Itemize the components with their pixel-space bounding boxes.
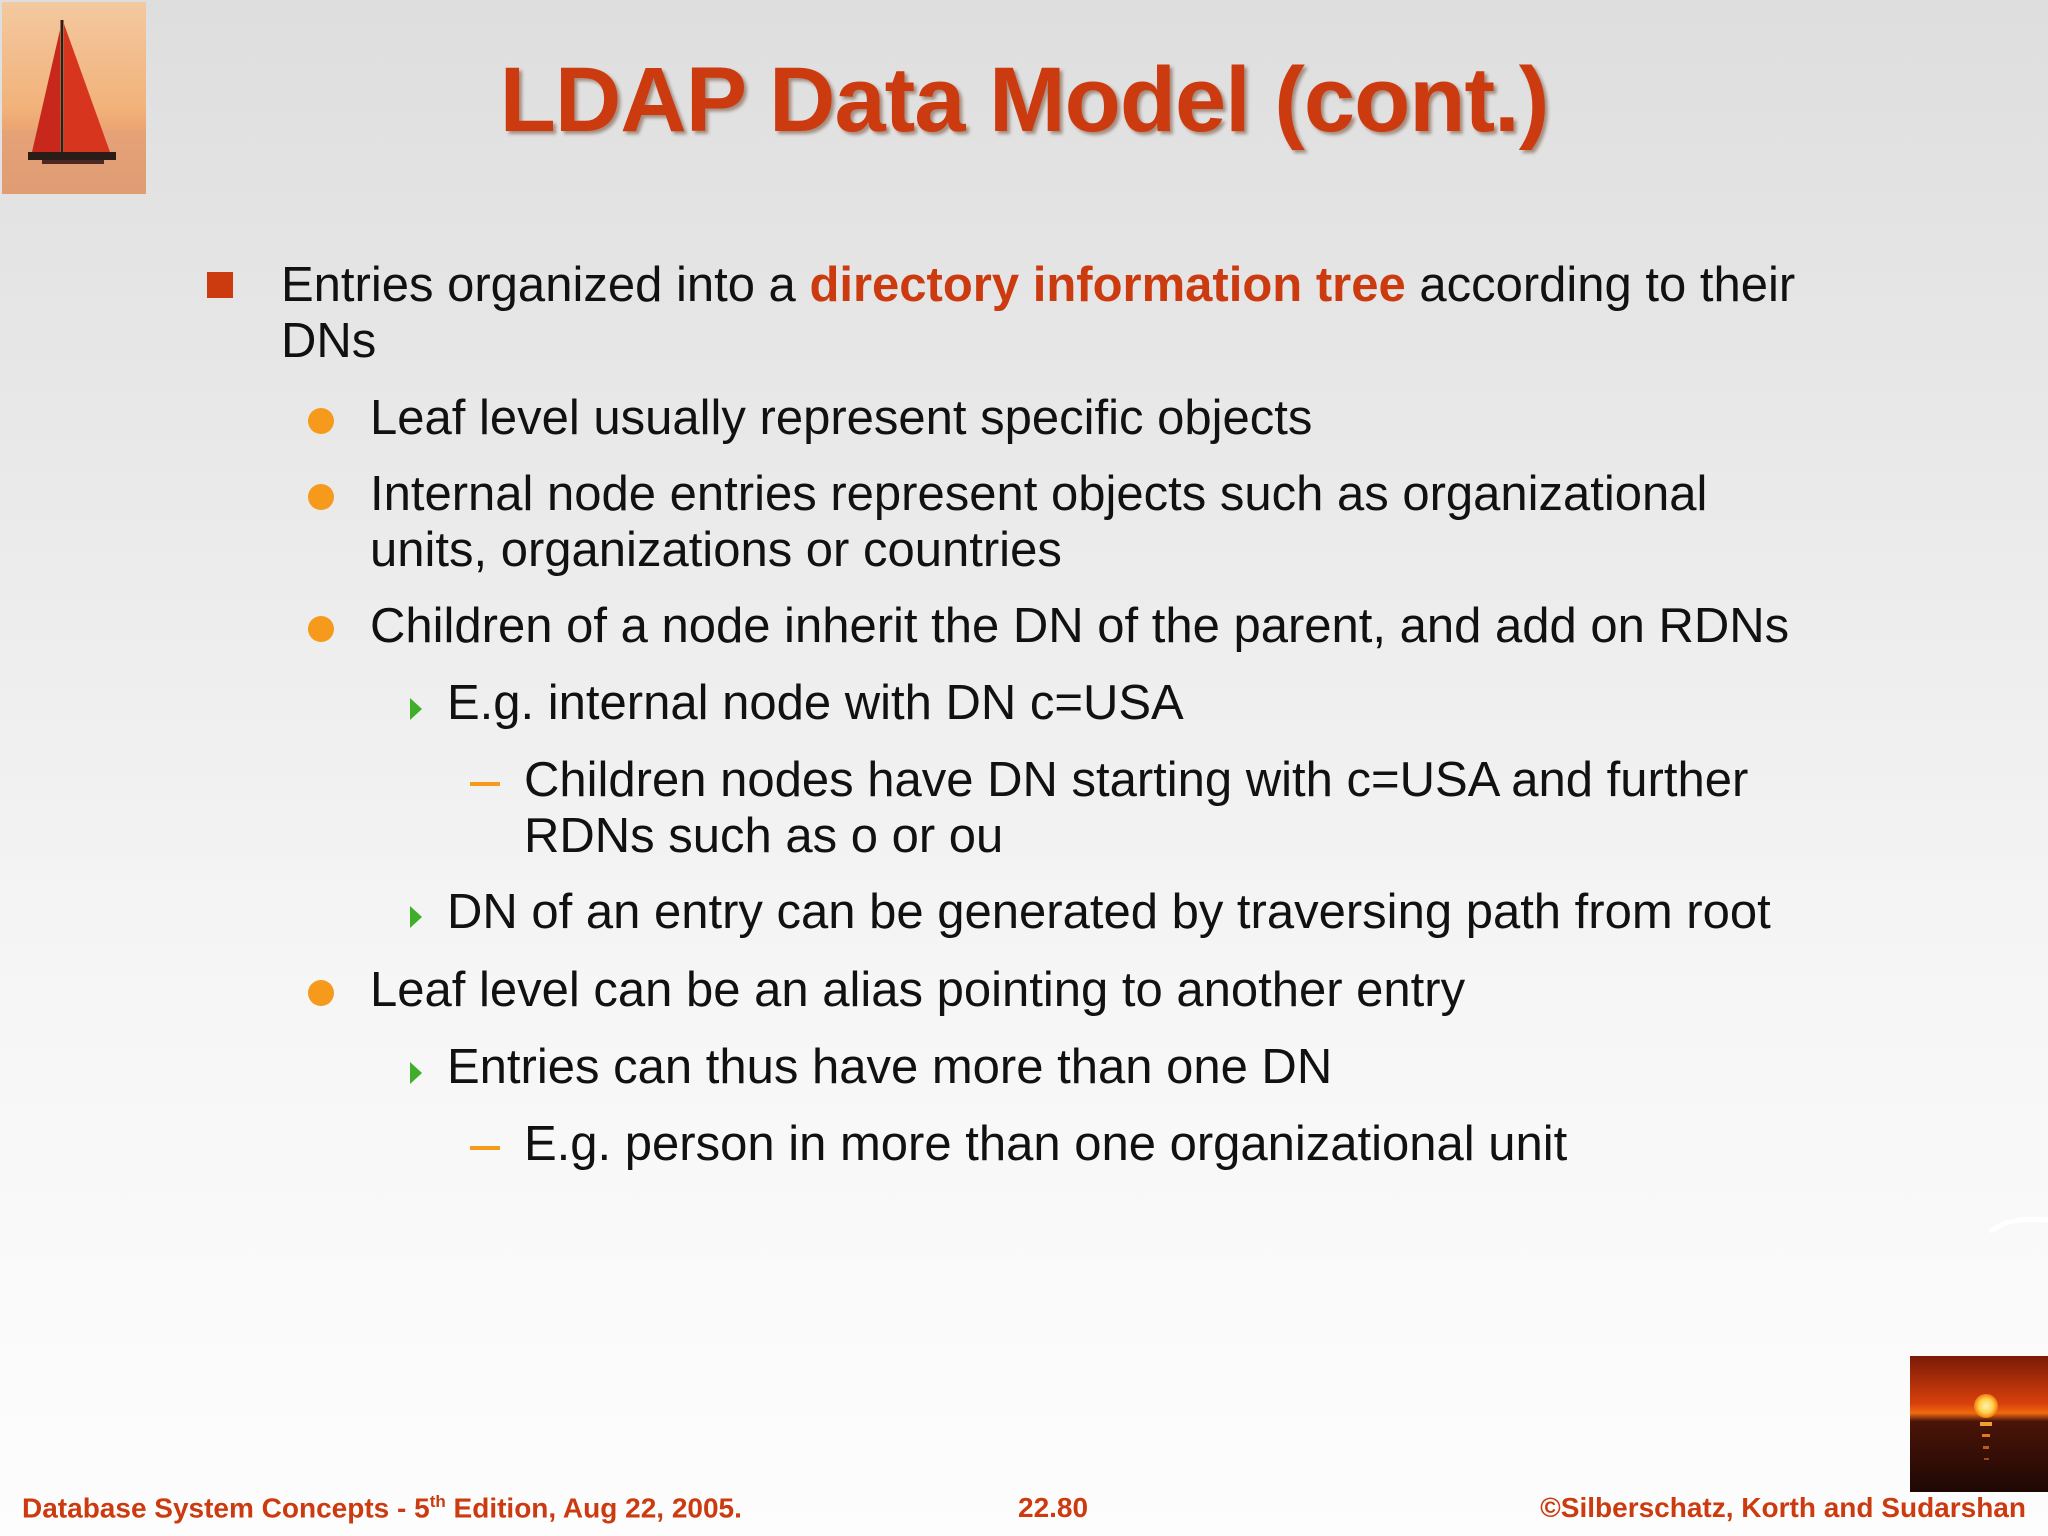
slide-title: LDAP Data Model (cont.) xyxy=(499,49,1549,151)
footer-left xyxy=(22,1492,742,1524)
footer-copyright: ©Silberschatz, Korth and Sudarshan xyxy=(1540,1492,2026,1523)
sub-sub-bullet-eg-internal: E.g. internal node with DN c=USA xyxy=(447,676,1184,730)
dash-item-children-nodes-cont: RDNs such as o or ou xyxy=(524,809,1004,863)
dash-item-children-nodes: Children nodes have DN starting with c=USA and further xyxy=(524,753,1749,807)
sub-sub-bullet-more-than-one-dn: Entries can thus have more than one DN xyxy=(447,1040,1333,1094)
sub-sub-bullet-dn-generated: DN of an entry can be generated by traversing path from root xyxy=(447,885,1771,939)
sunset-image xyxy=(1910,1356,2048,1492)
circle-bullet-icon xyxy=(308,408,334,434)
dash-bullet-icon xyxy=(470,782,500,786)
triangle-bullet-icon xyxy=(410,698,422,720)
circle-bullet-icon xyxy=(308,616,334,642)
square-bullet-icon xyxy=(207,272,233,298)
sub-bullet-children-inherit: Children of a node inherit the DN of the parent, and add on RDNs xyxy=(370,599,1790,653)
bullet-text-entries-cont: DNs xyxy=(281,314,377,368)
sub-bullet-internal-node: Internal node entries represent objects such as organizational xyxy=(370,467,1708,521)
footer-superscript: th xyxy=(429,1492,446,1511)
page-number: 22.80 xyxy=(1018,1492,1089,1523)
circle-bullet-icon xyxy=(308,980,334,1006)
dash-item-person: E.g. person in more than one organizational unit xyxy=(524,1117,1568,1171)
highlight-term: directory information tree xyxy=(809,258,1406,312)
bullet-text-part: according to their xyxy=(1405,258,1796,312)
dash-bullet-icon xyxy=(470,1146,500,1150)
sub-bullet-leaf-level: Leaf level usually represent specific objects xyxy=(370,391,1313,445)
bullet-text-entries xyxy=(281,257,1795,313)
sub-bullet-internal-node-cont: units, organizations or countries xyxy=(370,523,1062,577)
circle-bullet-icon xyxy=(308,484,334,510)
bullet-text-part: Entries organized into a xyxy=(281,258,810,312)
footer-left-text: Edition, Aug 22, 2005. xyxy=(445,1492,742,1524)
triangle-bullet-icon xyxy=(410,1062,422,1084)
sub-bullet-alias: Leaf level can be an alias pointing to another entry xyxy=(370,963,1466,1017)
decorative-curve xyxy=(1988,1210,2048,1250)
triangle-bullet-icon xyxy=(410,906,422,928)
footer-left-text: Database System Concepts - 5 xyxy=(22,1492,430,1524)
